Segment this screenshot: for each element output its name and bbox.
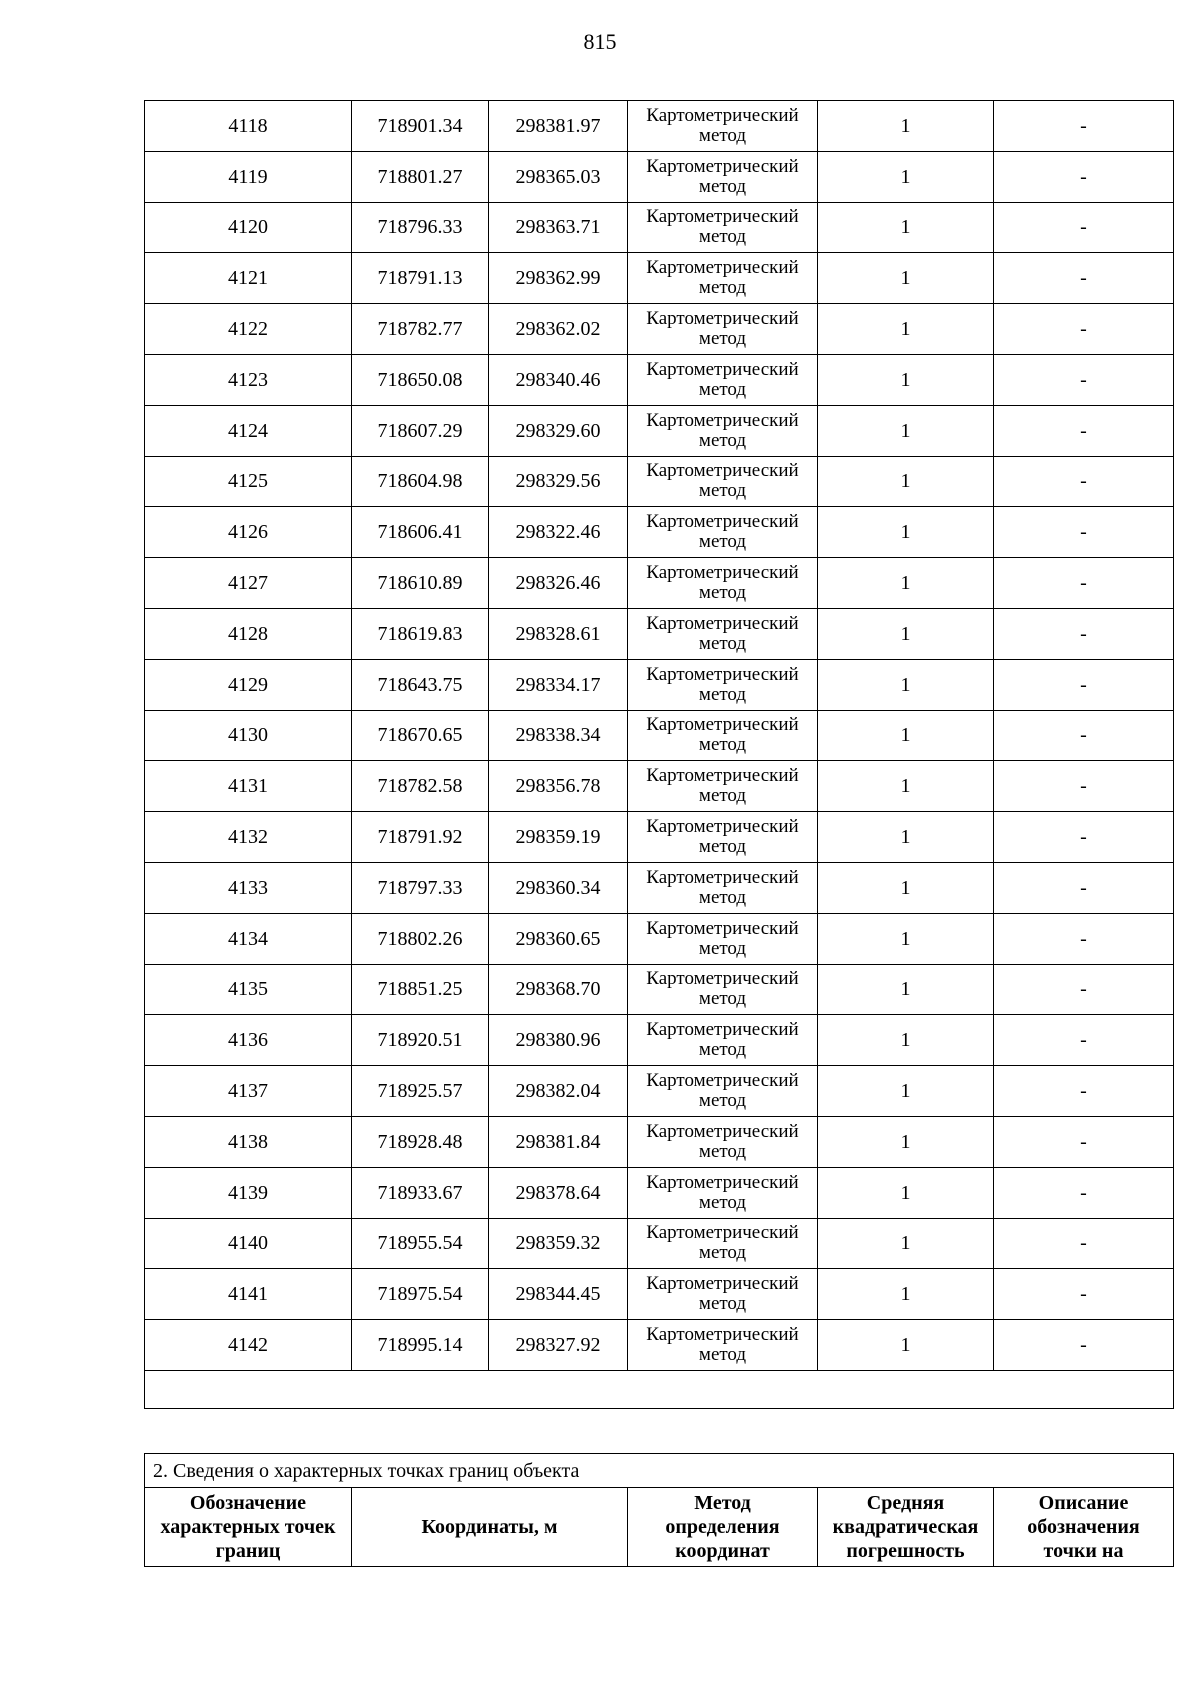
point-id-cell: 4130 (145, 710, 352, 761)
table-row (145, 101, 1174, 152)
x-coordinate-cell: 718925.57 (352, 1066, 489, 1117)
error-cell: 1 (818, 1269, 994, 1320)
point-id-cell: 4122 (145, 304, 352, 355)
section2-header-row (145, 1488, 1174, 1567)
description-cell: - (994, 1116, 1174, 1167)
method-cell: Картометрический метод (628, 354, 818, 405)
x-coordinate-cell: 718933.67 (352, 1167, 489, 1218)
y-coordinate-cell: 298334.17 (489, 659, 628, 710)
x-coordinate-cell: 718796.33 (352, 202, 489, 253)
description-cell: - (994, 710, 1174, 761)
point-id-cell: 4133 (145, 862, 352, 913)
error-cell: 1 (818, 151, 994, 202)
boundary-points-table (144, 100, 1174, 1409)
x-coordinate-cell: 718995.14 (352, 1320, 489, 1371)
method-cell: Картометрический метод (628, 304, 818, 355)
point-id-cell: 4139 (145, 1167, 352, 1218)
point-id-cell: 4135 (145, 964, 352, 1015)
table-row (145, 659, 1174, 710)
y-coordinate-cell: 298359.32 (489, 1218, 628, 1269)
description-cell: - (994, 812, 1174, 863)
error-cell: 1 (818, 558, 994, 609)
method-cell: Картометрический метод (628, 202, 818, 253)
x-coordinate-cell: 718928.48 (352, 1116, 489, 1167)
x-coordinate-cell: 718607.29 (352, 405, 489, 456)
table-row (145, 812, 1174, 863)
error-cell: 1 (818, 1116, 994, 1167)
x-coordinate-cell: 718604.98 (352, 456, 489, 507)
error-cell: 1 (818, 659, 994, 710)
header-coordinates: Координаты, м (352, 1488, 628, 1567)
x-coordinate-cell: 718782.77 (352, 304, 489, 355)
method-cell: Картометрический метод (628, 913, 818, 964)
y-coordinate-cell: 298340.46 (489, 354, 628, 405)
table-row (145, 1218, 1174, 1269)
description-cell: - (994, 405, 1174, 456)
x-coordinate-cell: 718606.41 (352, 507, 489, 558)
error-cell: 1 (818, 304, 994, 355)
description-cell: - (994, 964, 1174, 1015)
method-cell: Картометрический метод (628, 507, 818, 558)
method-cell: Картометрический метод (628, 659, 818, 710)
description-cell: - (994, 1269, 1174, 1320)
description-cell: - (994, 1015, 1174, 1066)
point-id-cell: 4134 (145, 913, 352, 964)
description-cell: - (994, 1218, 1174, 1269)
y-coordinate-cell: 298338.34 (489, 710, 628, 761)
y-coordinate-cell: 298328.61 (489, 608, 628, 659)
method-cell: Картометрический метод (628, 405, 818, 456)
x-coordinate-cell: 718610.89 (352, 558, 489, 609)
y-coordinate-cell: 298381.97 (489, 101, 628, 152)
y-coordinate-cell: 298327.92 (489, 1320, 628, 1371)
point-id-cell: 4126 (145, 507, 352, 558)
x-coordinate-cell: 718802.26 (352, 913, 489, 964)
point-id-cell: 4129 (145, 659, 352, 710)
header-mean-square-error: Средняя квадратическая погрешность (818, 1488, 994, 1567)
point-id-cell: 4121 (145, 253, 352, 304)
x-coordinate-cell: 718801.27 (352, 151, 489, 202)
x-coordinate-cell: 718619.83 (352, 608, 489, 659)
y-coordinate-cell: 298356.78 (489, 761, 628, 812)
table-row (145, 1320, 1174, 1371)
description-cell: - (994, 608, 1174, 659)
y-coordinate-cell: 298363.71 (489, 202, 628, 253)
table-row (145, 710, 1174, 761)
y-coordinate-cell: 298380.96 (489, 1015, 628, 1066)
y-coordinate-cell: 298329.56 (489, 456, 628, 507)
table-row (145, 761, 1174, 812)
table-row (145, 1015, 1174, 1066)
table-row (145, 1269, 1174, 1320)
method-cell: Картометрический метод (628, 964, 818, 1015)
table-row (145, 354, 1174, 405)
error-cell: 1 (818, 862, 994, 913)
description-cell: - (994, 202, 1174, 253)
table-row (145, 202, 1174, 253)
description-cell: - (994, 913, 1174, 964)
boundary-points-table-body (145, 101, 1174, 1409)
error-cell: 1 (818, 761, 994, 812)
y-coordinate-cell: 298362.99 (489, 253, 628, 304)
error-cell: 1 (818, 101, 994, 152)
description-cell: - (994, 101, 1174, 152)
y-coordinate-cell: 298329.60 (489, 405, 628, 456)
description-cell: - (994, 862, 1174, 913)
method-cell: Картометрический метод (628, 101, 818, 152)
point-id-cell: 4132 (145, 812, 352, 863)
header-determination-method: Метод определения координат (628, 1488, 818, 1567)
method-cell: Картометрический метод (628, 761, 818, 812)
error-cell: 1 (818, 608, 994, 659)
section2-table (144, 1453, 1174, 1567)
header-point-description: Описание обозначения точки на (994, 1488, 1174, 1567)
x-coordinate-cell: 718851.25 (352, 964, 489, 1015)
blank-row (145, 1370, 1174, 1408)
table-row (145, 1066, 1174, 1117)
method-cell: Картометрический метод (628, 1066, 818, 1117)
error-cell: 1 (818, 812, 994, 863)
error-cell: 1 (818, 507, 994, 558)
y-coordinate-cell: 298322.46 (489, 507, 628, 558)
y-coordinate-cell: 298360.34 (489, 862, 628, 913)
table-row (145, 558, 1174, 609)
table-row (145, 507, 1174, 558)
point-id-cell: 4118 (145, 101, 352, 152)
x-coordinate-cell: 718782.58 (352, 761, 489, 812)
method-cell: Картометрический метод (628, 1218, 818, 1269)
error-cell: 1 (818, 964, 994, 1015)
point-id-cell: 4137 (145, 1066, 352, 1117)
point-id-cell: 4131 (145, 761, 352, 812)
table-row (145, 1167, 1174, 1218)
table-row (145, 253, 1174, 304)
error-cell: 1 (818, 1320, 994, 1371)
point-id-cell: 4127 (145, 558, 352, 609)
y-coordinate-cell: 298381.84 (489, 1116, 628, 1167)
description-cell: - (994, 1066, 1174, 1117)
point-id-cell: 4138 (145, 1116, 352, 1167)
x-coordinate-cell: 718643.75 (352, 659, 489, 710)
method-cell: Картометрический метод (628, 1269, 818, 1320)
method-cell: Картометрический метод (628, 862, 818, 913)
description-cell: - (994, 659, 1174, 710)
description-cell: - (994, 507, 1174, 558)
x-coordinate-cell: 718975.54 (352, 1269, 489, 1320)
point-id-cell: 4124 (145, 405, 352, 456)
y-coordinate-cell: 298365.03 (489, 151, 628, 202)
description-cell: - (994, 456, 1174, 507)
x-coordinate-cell: 718797.33 (352, 862, 489, 913)
point-id-cell: 4125 (145, 456, 352, 507)
description-cell: - (994, 151, 1174, 202)
header-point-designation: Обозначение характерных точек границ (145, 1488, 352, 1567)
y-coordinate-cell: 298359.19 (489, 812, 628, 863)
point-id-cell: 4123 (145, 354, 352, 405)
x-coordinate-cell: 718791.13 (352, 253, 489, 304)
description-cell: - (994, 558, 1174, 609)
method-cell: Картометрический метод (628, 1116, 818, 1167)
error-cell: 1 (818, 456, 994, 507)
error-cell: 1 (818, 354, 994, 405)
page-number: 815 (583, 29, 617, 54)
method-cell: Картометрический метод (628, 151, 818, 202)
y-coordinate-cell: 298360.65 (489, 913, 628, 964)
blank-cell (145, 1370, 1174, 1408)
method-cell: Картометрический метод (628, 253, 818, 304)
error-cell: 1 (818, 710, 994, 761)
method-cell: Картометрический метод (628, 812, 818, 863)
error-cell: 1 (818, 405, 994, 456)
x-coordinate-cell: 718650.08 (352, 354, 489, 405)
x-coordinate-cell: 718920.51 (352, 1015, 489, 1066)
description-cell: - (994, 354, 1174, 405)
error-cell: 1 (818, 202, 994, 253)
point-id-cell: 4142 (145, 1320, 352, 1371)
method-cell: Картометрический метод (628, 456, 818, 507)
table-row (145, 1116, 1174, 1167)
section2-title: 2. Сведения о характерных точках границ объекта (145, 1454, 1174, 1488)
method-cell: Картометрический метод (628, 608, 818, 659)
table-row (145, 862, 1174, 913)
error-cell: 1 (818, 1218, 994, 1269)
x-coordinate-cell: 718955.54 (352, 1218, 489, 1269)
description-cell: - (994, 304, 1174, 355)
x-coordinate-cell: 718791.92 (352, 812, 489, 863)
table-row (145, 964, 1174, 1015)
x-coordinate-cell: 718670.65 (352, 710, 489, 761)
y-coordinate-cell: 298362.02 (489, 304, 628, 355)
table-row (145, 913, 1174, 964)
error-cell: 1 (818, 1167, 994, 1218)
y-coordinate-cell: 298326.46 (489, 558, 628, 609)
table-row (145, 151, 1174, 202)
point-id-cell: 4119 (145, 151, 352, 202)
method-cell: Картометрический метод (628, 558, 818, 609)
point-id-cell: 4128 (145, 608, 352, 659)
description-cell: - (994, 1167, 1174, 1218)
section2-title-row (145, 1454, 1174, 1488)
y-coordinate-cell: 298368.70 (489, 964, 628, 1015)
table-row (145, 608, 1174, 659)
y-coordinate-cell: 298344.45 (489, 1269, 628, 1320)
error-cell: 1 (818, 1066, 994, 1117)
error-cell: 1 (818, 913, 994, 964)
description-cell: - (994, 253, 1174, 304)
point-id-cell: 4141 (145, 1269, 352, 1320)
table-row (145, 304, 1174, 355)
method-cell: Картометрический метод (628, 710, 818, 761)
y-coordinate-cell: 298382.04 (489, 1066, 628, 1117)
y-coordinate-cell: 298378.64 (489, 1167, 628, 1218)
method-cell: Картометрический метод (628, 1015, 818, 1066)
point-id-cell: 4120 (145, 202, 352, 253)
point-id-cell: 4136 (145, 1015, 352, 1066)
error-cell: 1 (818, 1015, 994, 1066)
point-id-cell: 4140 (145, 1218, 352, 1269)
x-coordinate-cell: 718901.34 (352, 101, 489, 152)
table-row (145, 456, 1174, 507)
error-cell: 1 (818, 253, 994, 304)
description-cell: - (994, 1320, 1174, 1371)
method-cell: Картометрический метод (628, 1320, 818, 1371)
method-cell: Картометрический метод (628, 1167, 818, 1218)
table-row (145, 405, 1174, 456)
description-cell: - (994, 761, 1174, 812)
